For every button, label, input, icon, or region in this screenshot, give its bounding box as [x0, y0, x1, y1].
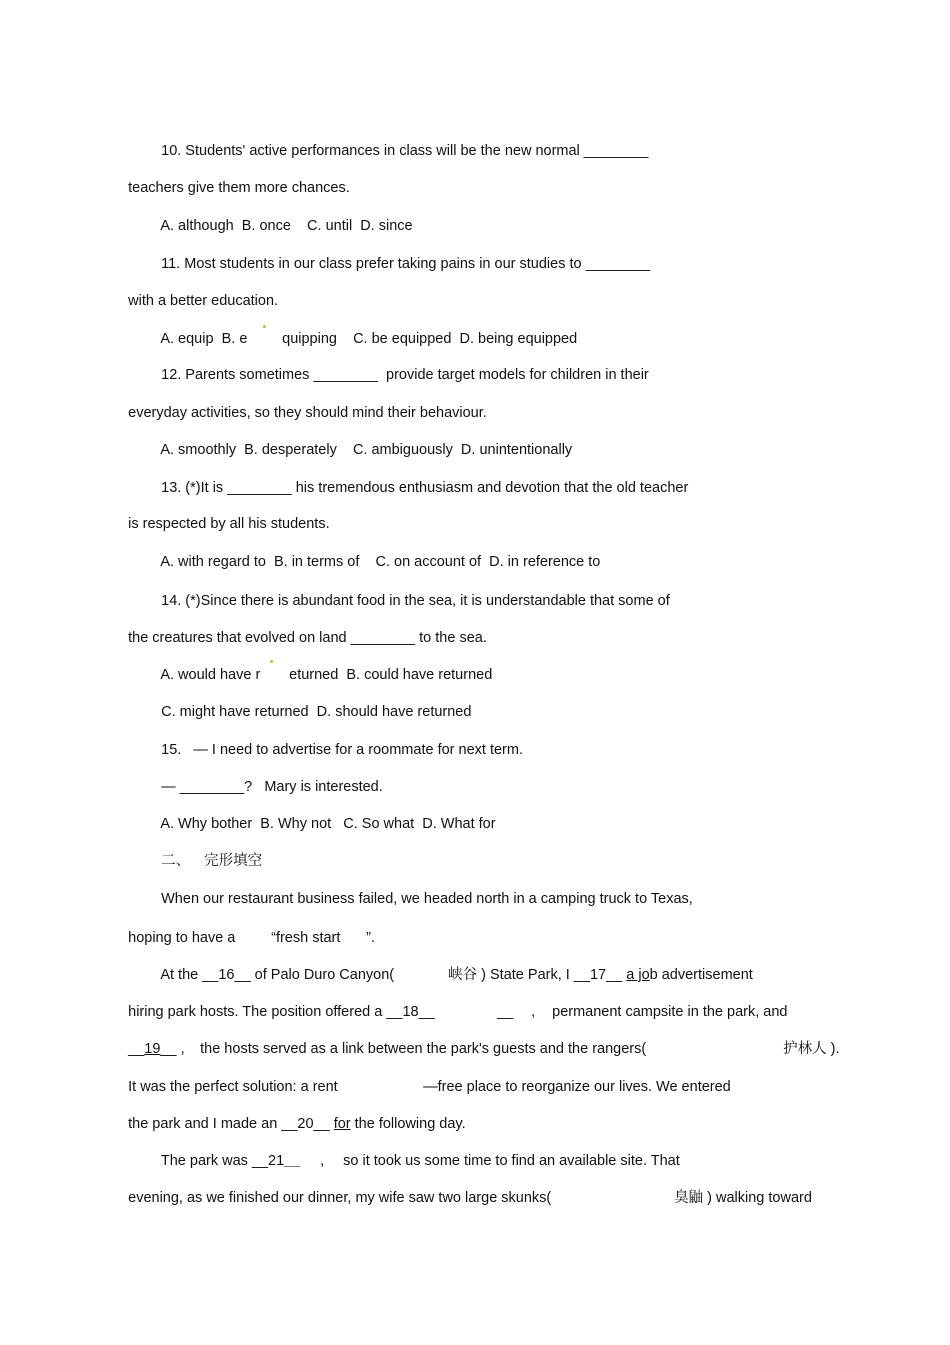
text-line: the park and I made an __20__: [128, 1116, 334, 1132]
text-line: The park was __21: [160, 1153, 285, 1169]
text-line: the creatures that evolved on land ________ to the sea.: [128, 630, 487, 646]
text-line: A. Why bother B. Why not C. So what D. What for: [160, 816, 496, 832]
underlined-text: for: [333, 1116, 351, 1132]
text-line: C. might have returned D. should have returned: [161, 704, 472, 720]
text-line: permanent campsite in the park, and: [552, 1004, 788, 1020]
text-line: the following day.: [350, 1116, 466, 1132]
text-line: teachers give them more chances.: [128, 180, 350, 196]
underlined-text: 19: [144, 1041, 161, 1057]
text-line: A. smoothly B. desperately C. ambiguously D. unintentionally: [160, 442, 573, 458]
text-line: It was the perfect solution: a rent: [128, 1079, 338, 1095]
text-line: the hosts served as a link between the park's guests and the rangers(: [200, 1041, 647, 1057]
text-line: with a better education.: [128, 293, 279, 309]
text-line: hiring park hosts. The position offered a __18__: [128, 1004, 435, 1020]
passage-line-5c: [767, 1022, 840, 1076]
text-line: evening, as we finished our dinner, my wife saw two large skunks(: [128, 1190, 552, 1206]
text-line: 11. Most students in our class prefer taking pains in our studies to ________: [161, 256, 651, 272]
text-line: __: [128, 1041, 145, 1057]
text-line: 10. Students' active performances in class will be the new normal ________: [161, 143, 649, 159]
text-line: — ________? Mary is interested.: [161, 779, 383, 795]
text-line: quipping C. be equipped D. being equipped: [282, 331, 578, 347]
text-line: When our restaurant business failed, we headed north in a camping truck to Texas,: [161, 891, 693, 907]
underlined-text: a jo: [626, 967, 650, 983]
text-line: A. with regard to B. in terms of C. on account of D. in reference to: [160, 554, 601, 570]
text-line: 15. — I need to advertise for a roommate for next term.: [161, 742, 523, 758]
text-line: ”.: [366, 930, 375, 946]
text-line: hoping to have a: [128, 930, 236, 946]
text-line: 二、: [161, 853, 191, 869]
text-line: 护林人 ).: [783, 1041, 840, 1057]
text-line: eturned B. could have returned: [289, 667, 493, 683]
passage-line-9b: [658, 1171, 812, 1225]
text-line: 峡谷 ) State Park, I __17__: [448, 967, 627, 983]
text-line: is respected by all his students.: [128, 516, 330, 532]
text-line: ,: [531, 1004, 536, 1020]
text-line: ,: [320, 1153, 325, 1169]
text-line: __: [284, 1153, 301, 1169]
text-line: __: [497, 1004, 514, 1020]
text-line: 完形填空: [204, 853, 263, 869]
text-line: A. would have r: [160, 667, 261, 683]
text-line: b advertisement: [649, 967, 753, 983]
text-line: 14. (*)Since there is abundant food in the sea, it is understandable that some of: [161, 593, 670, 609]
text-line: 13. (*)It is ________ his tremendous enthusiasm and devotion that the old teacher: [161, 480, 689, 496]
text-line: A. although B. once C. until D. since: [160, 218, 413, 234]
text-line: At the __16__ of Palo Duro Canyon(: [160, 967, 395, 983]
text-line: A. equip B. e: [160, 331, 248, 347]
text-line: so it took us some time to find an available site. That: [343, 1153, 680, 1169]
passage-line-9a: [112, 1171, 551, 1225]
text-line: 臭鼬 ) walking toward: [674, 1190, 812, 1206]
text-line: 12. Parents sometimes ________ provide target models for children in their: [161, 367, 649, 383]
text-line: —free place to reorganize our lives. We entered: [423, 1079, 731, 1095]
text-line: “fresh start: [271, 930, 341, 946]
text-line: everyday activities, so they should mind their behaviour.: [128, 405, 487, 421]
text-line: __ ,: [160, 1041, 185, 1057]
